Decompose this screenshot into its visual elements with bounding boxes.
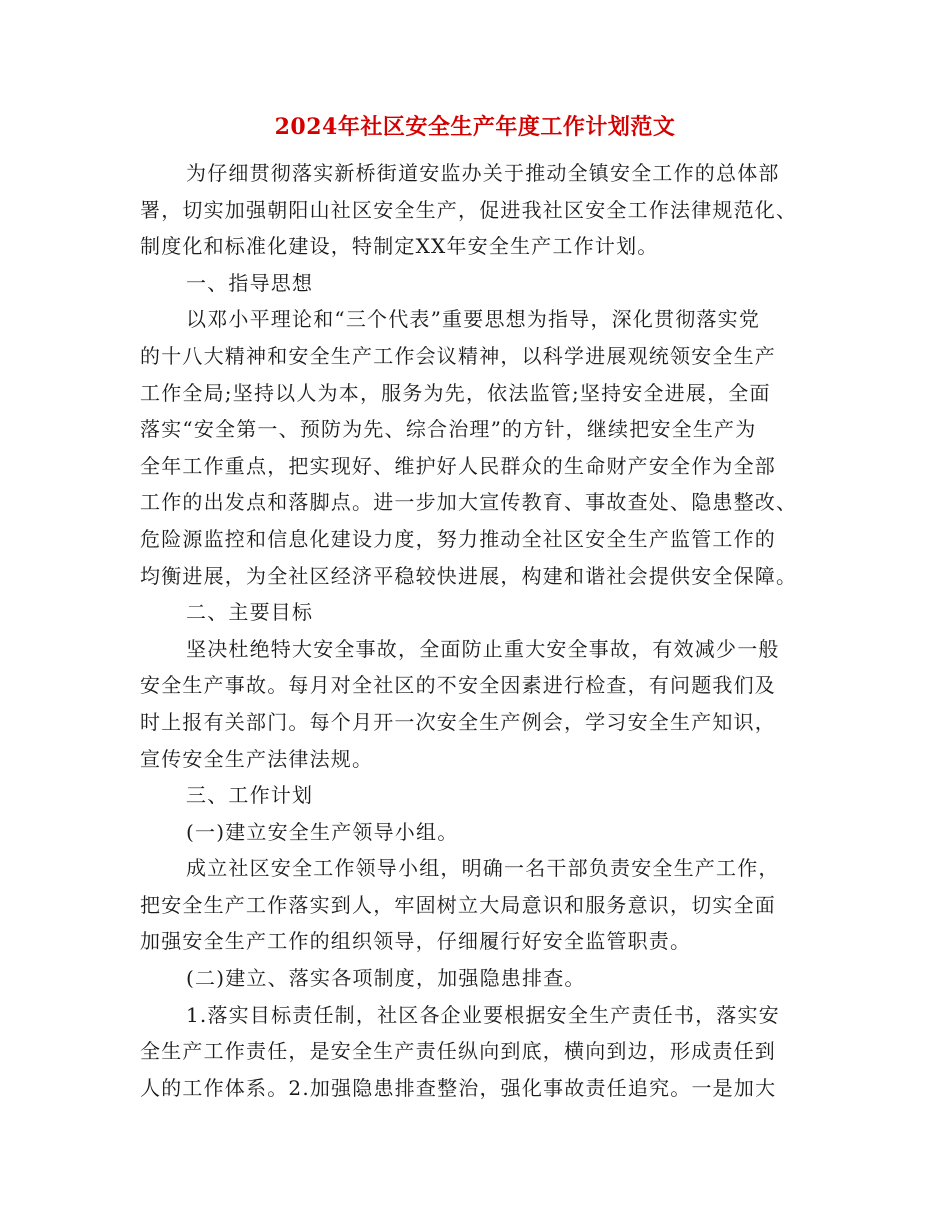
text-line: 三、工作计划 xyxy=(186,783,314,808)
text-line: 安全生产事故。每月对全社区的不安全因素进行检查，有问题我们及 xyxy=(140,673,776,698)
text-line: 的十八大精神和安全生产工作会议精神，以科学进展观统领安全生产 xyxy=(140,343,776,368)
text-line: 宣传安全生产法律法规。 xyxy=(140,746,374,771)
document-body xyxy=(140,155,810,1106)
text-line: 工作的出发点和落脚点。进一步加大宣传教育、事故查处、隐患整改、 xyxy=(140,490,798,515)
text-line: 全生产工作责任，是安全生产责任纵向到底，横向到边，形成责任到 xyxy=(140,1039,776,1064)
document-title: 2024年社区安全生产年度工作计划范文 xyxy=(274,114,676,140)
text-line: 危险源监控和信息化建设力度，努力推动全社区安全生产监管工作的 xyxy=(140,526,776,551)
text-line: 以邓小平理论和“三个代表”重要思想为指导，深化贯彻落实党 xyxy=(186,307,761,332)
text-line: 全年工作重点，把实现好、维护好人民群众的生命财产安全作为全部 xyxy=(140,453,776,478)
text-line: 署，切实加强朝阳山社区安全生产，促进我社区安全工作法律规范化、 xyxy=(140,197,798,222)
text-line: (一)建立安全生产领导小组。 xyxy=(186,819,459,844)
text-line: 成立社区安全工作领导小组，明确一名干部负责安全生产工作， xyxy=(186,856,780,881)
text-line: 工作全局;坚持以人为本，服务为先，依法监管;坚持安全进展，全面 xyxy=(140,380,771,405)
text-line: 1.落实目标责任制，社区各企业要根据安全生产责任书，落实安 xyxy=(186,1002,780,1027)
text-line: 加强安全生产工作的组织领导，仔细履行好安全监管职责。 xyxy=(140,929,692,954)
text-line: 为仔细贯彻落实新桥街道安监办关于推动全镇安全工作的总体部 xyxy=(186,161,780,185)
text-line: 二、主要目标 xyxy=(186,600,314,625)
text-line: 把安全生产工作落实到人，牢固树立大局意识和服务意识，切实全面 xyxy=(140,892,776,917)
text-line: 人的工作体系。2.加强隐患排查整治，强化事故责任追究。一是加大 xyxy=(140,1075,777,1100)
text-line: 一、指导思想 xyxy=(186,270,314,295)
text-line: 时上报有关部门。每个月开一次安全生产例会，学习安全生产知识， xyxy=(140,709,776,734)
text-line: 坚决杜绝特大安全事故，全面防止重大安全事故，有效减少一般 xyxy=(186,636,780,661)
text-line: 均衡进展，为全社区经济平稳较快进展，构建和谐社会提供安全保障。 xyxy=(140,563,798,588)
text-line: 制度化和标准化建设，特制定XX年安全生产工作计划。 xyxy=(140,234,659,259)
text-line: (二)建立、落实各项制度，加强隐患排查。 xyxy=(186,966,586,991)
text-line: 落实“安全第一、预防为先、综合治理”的方针，继续把安全生产为 xyxy=(140,417,757,442)
